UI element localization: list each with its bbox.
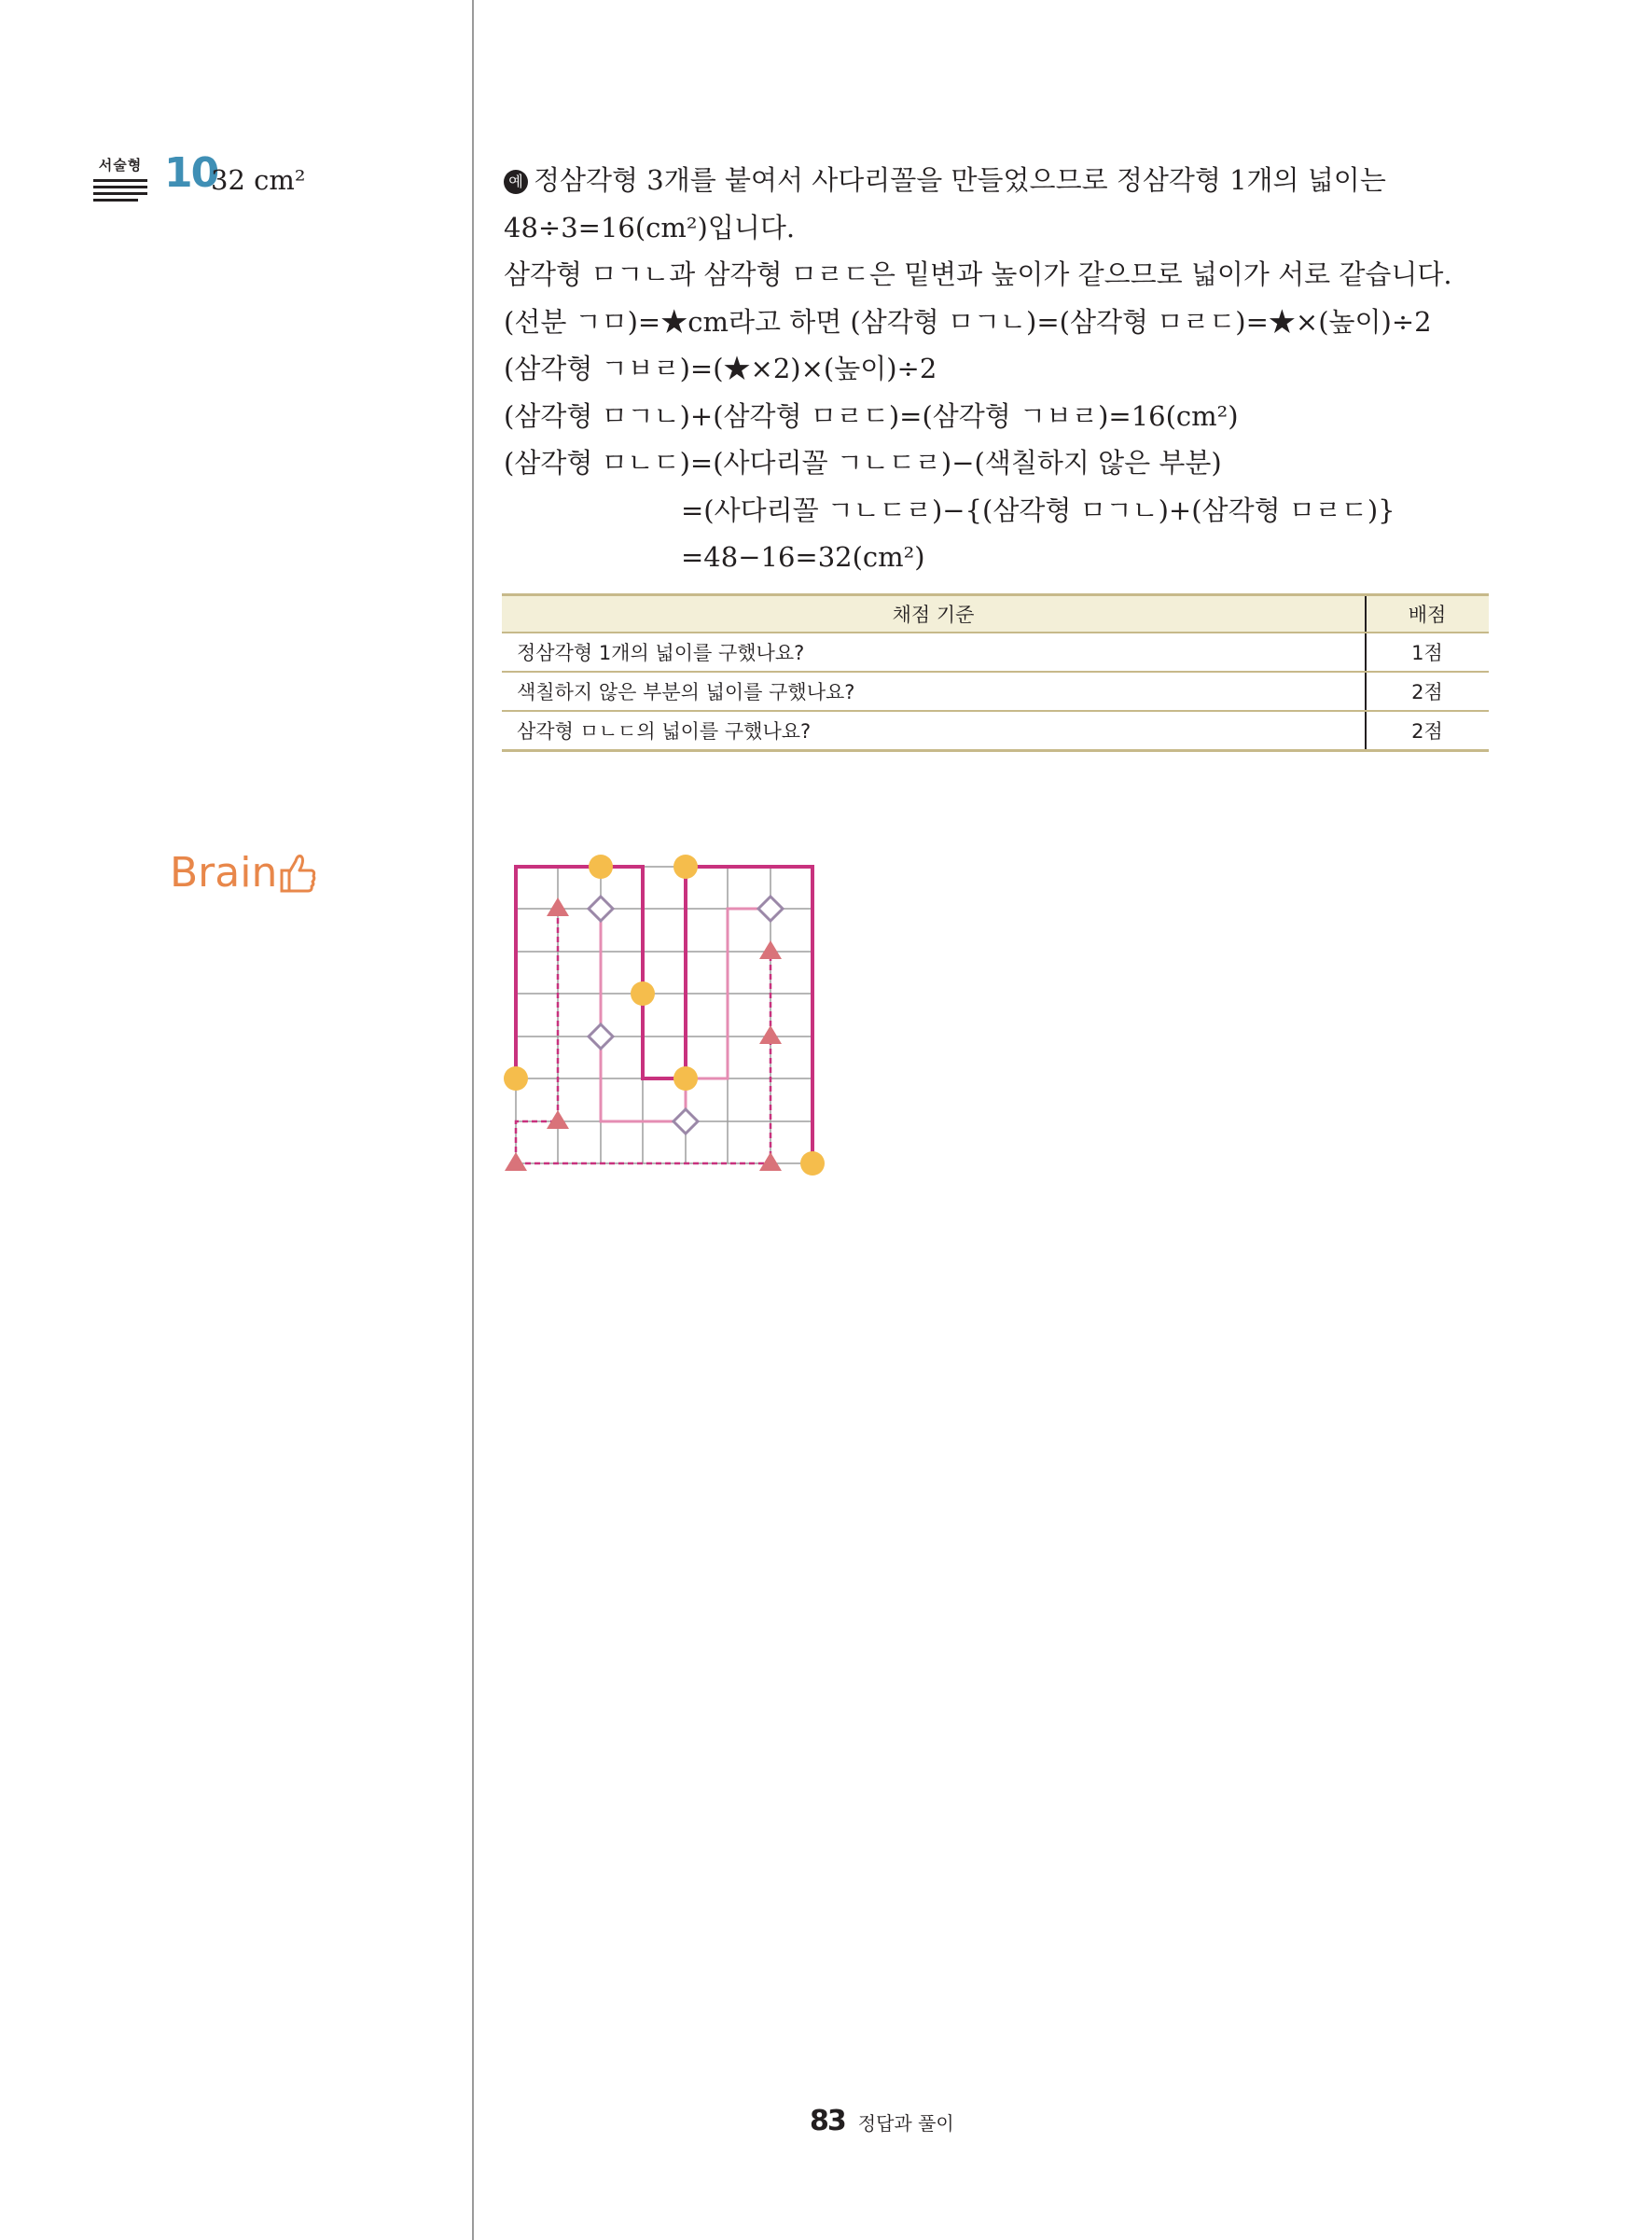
circle-marker <box>589 855 613 879</box>
path-puzzle-diagram <box>504 847 840 1183</box>
solution-line-4: (선분 ㄱㅁ)=★cm라고 하면 (삼각형 ㅁㄱㄴ)=(삼각형 ㅁㄹㄷ)=★×(높이)÷2 <box>504 305 1432 338</box>
circle-marker <box>800 1151 825 1176</box>
table-row <box>502 633 1489 672</box>
scoring-table <box>502 593 1489 752</box>
writing-lines-icon <box>93 179 147 202</box>
table-row <box>502 711 1489 751</box>
footer-label: 정답과 풀이 <box>857 2112 954 2135</box>
diamond-marker <box>589 1024 613 1049</box>
scoring-criteria: 삼각형 ㅁㄴㄷ의 넓이를 구했나요? <box>502 711 1366 751</box>
example-mark: 예 <box>504 170 528 194</box>
scoring-points: 2점 <box>1366 672 1489 711</box>
page-number: 83 <box>810 2105 845 2137</box>
triangle-marker <box>759 940 782 959</box>
solution-line-6: (삼각형 ㅁㄱㄴ)+(삼각형 ㅁㄹㄷ)=(삼각형 ㄱㅂㄹ)=16(cm²) <box>504 399 1239 432</box>
solution-line-1: 예 정삼각형 3개를 붙여서 사다리꼴을 만들었으므로 정삼각형 1개의 넓이는 <box>504 157 1511 204</box>
diamond-marker <box>589 897 613 921</box>
solution-text <box>504 157 1511 581</box>
circle-marker <box>673 1066 698 1091</box>
triangle-marker <box>505 1152 527 1171</box>
solution-line-8: =(사다리꼴 ㄱㄴㄷㄹ)−{(삼각형 ㅁㄱㄴ)+(삼각형 ㅁㄹㄷ)} <box>681 494 1395 526</box>
circle-marker <box>631 981 655 1006</box>
triangle-marker <box>547 897 569 916</box>
circle-marker <box>504 1066 528 1091</box>
scoring-header-criteria: 채점 기준 <box>502 595 1366 633</box>
solution-line-2: 48÷3=16(cm²)입니다. <box>504 211 796 243</box>
scoring-points: 1점 <box>1366 633 1489 672</box>
solution-line-3: 삼각형 ㅁㄱㄴ과 삼각형 ㅁㄹㄷ은 밑변과 높이가 같으므로 넓이가 서로 같습니다. <box>504 258 1452 290</box>
question-answer: 32 cm² <box>211 164 306 196</box>
circle-marker <box>673 855 698 879</box>
scoring-header-points: 배점 <box>1366 595 1489 633</box>
question-type-badge <box>93 155 147 205</box>
triangle-marker <box>547 1110 569 1129</box>
scoring-header-row <box>502 595 1489 633</box>
diamond-marker <box>673 1109 698 1134</box>
diamond-marker <box>758 897 783 921</box>
scoring-criteria: 색칠하지 않은 부분의 넓이를 구했나요? <box>502 672 1366 711</box>
question-type-label: 서술형 <box>98 157 143 174</box>
brain-label: Brain <box>170 849 278 897</box>
triangle-marker <box>759 1025 782 1044</box>
thumbs-up-icon <box>279 852 316 895</box>
scoring-criteria: 정삼각형 1개의 넓이를 구했나요? <box>502 633 1366 672</box>
question-number: 10 <box>164 149 218 197</box>
column-divider <box>472 0 474 2240</box>
page-footer <box>810 2105 954 2137</box>
scoring-points: 2점 <box>1366 711 1489 751</box>
brain-logo <box>170 849 316 897</box>
triangle-marker <box>759 1152 782 1171</box>
solution-line-5: (삼각형 ㄱㅂㄹ)=(★×2)×(높이)÷2 <box>504 353 937 384</box>
solution-line-7: (삼각형 ㅁㄴㄷ)=(사다리꼴 ㄱㄴㄷㄹ)−(색칠하지 않은 부분) <box>504 447 1222 479</box>
solution-line-9: =48−16=32(cm²) <box>681 541 925 573</box>
table-row <box>502 672 1489 711</box>
